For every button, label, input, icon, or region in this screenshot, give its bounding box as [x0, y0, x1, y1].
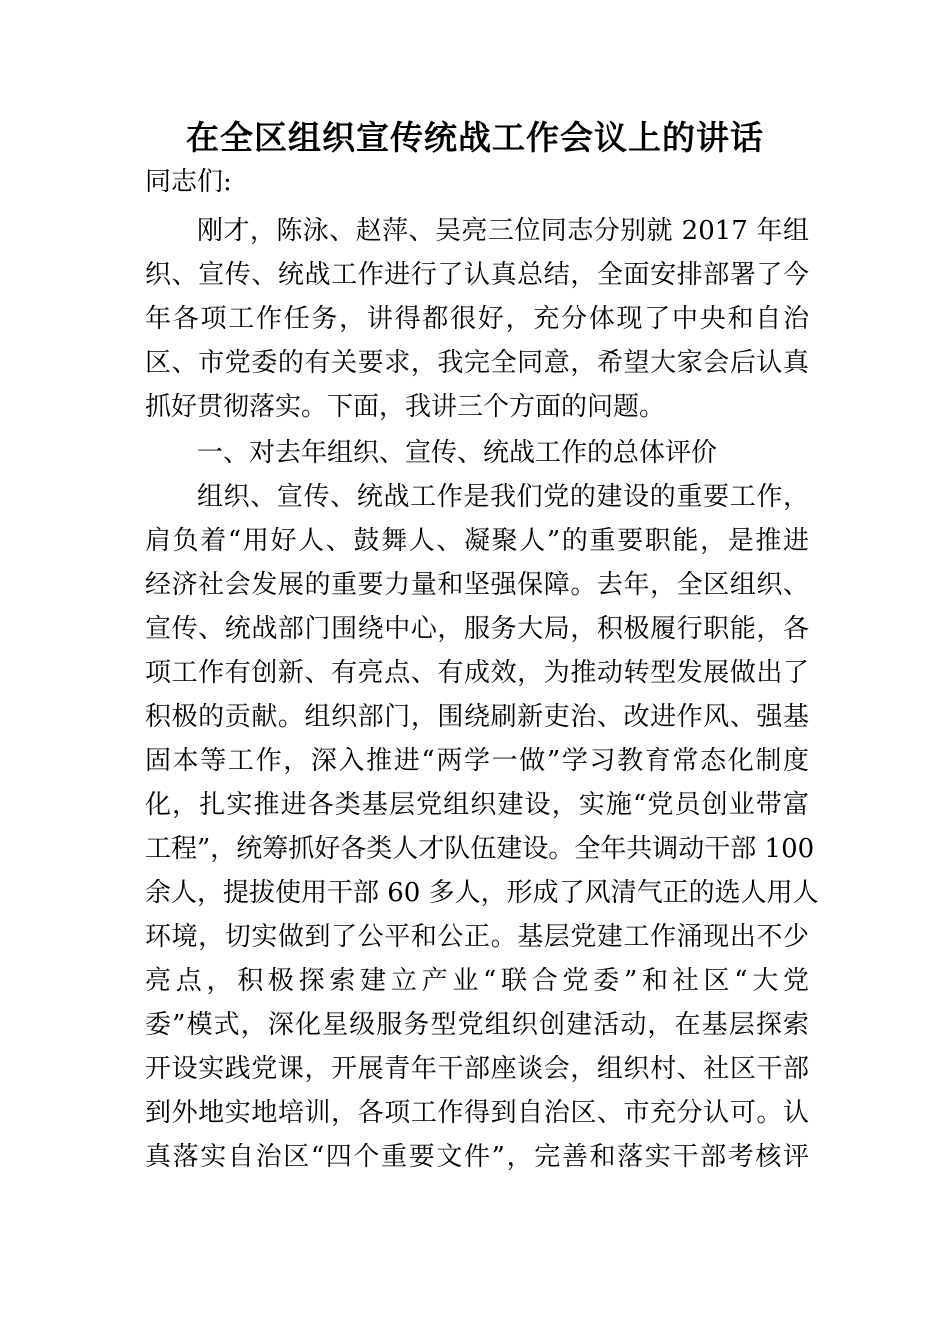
paragraph-line: 真落实自治区“四个重要文件”，完善和落实干部考核评 [145, 1142, 809, 1172]
document-title: 在全区组织宣传统战工作会议上的讲话 [186, 118, 764, 157]
paragraph-line: 亮点，积极探索建立产业“联合党委”和社区“大党 [145, 966, 809, 996]
paragraph-line: 经济社会发展的重要力量和坚强保障。去年，全区组织、 [145, 570, 809, 600]
paragraph-line: 积极的贡献。组织部门，围绕刷新吏治、改进作风、强基 [145, 702, 809, 732]
paragraph-line: 宣传、统战部门围绕中心，服务大局，积极履行职能，各 [145, 614, 809, 644]
paragraph-line: 组织、宣传、统战工作是我们党的建设的重要工作， [197, 482, 809, 512]
paragraph-line: 开设实践党课，开展青年干部座谈会，组织村、社区干部 [145, 1054, 809, 1084]
paragraph-line: 到外地实地培训，各项工作得到自治区、市充分认可。认 [145, 1098, 809, 1128]
paragraph-line: 固本等工作，深入推进“两学一做”学习教育常态化制度 [145, 746, 809, 776]
paragraph-line: 项工作有创新、有亮点、有成效，为推动转型发展做出了 [145, 658, 809, 688]
paragraph-line: 工程”，统筹抓好各类人才队伍建设。全年共调动干部 100 [145, 834, 815, 864]
paragraph-line: 余人，提拔使用干部 60 多人，形成了风清气正的选人用人 [145, 878, 819, 908]
paragraph-line: 刚才，陈泳、赵萍、吴亮三位同志分别就 2017 年组 [197, 216, 809, 246]
paragraph-line: 区、市党委的有关要求，我完全同意，希望大家会后认真 [145, 348, 809, 378]
paragraph-line: 年各项工作任务，讲得都很好，充分体现了中央和自治 [145, 304, 809, 334]
paragraph-line: 抓好贯彻落实。下面，我讲三个方面的问题。 [145, 392, 666, 422]
paragraph-line: 环境，切实做到了公平和公正。基层党建工作涌现出不少 [145, 922, 809, 952]
paragraph-line: 化，扎实推进各类基层党组织建设，实施“党员创业带富 [145, 790, 809, 820]
paragraph-line: 肩负着“用好人、鼓舞人、凝聚人”的重要职能，是推进 [145, 526, 809, 556]
paragraph-line: 委”模式，深化星级服务型党组织创建活动，在基层探索 [145, 1010, 809, 1040]
paragraph-line: 织、宣传、统战工作进行了认真总结，全面安排部署了今 [145, 260, 809, 290]
salutation: 同志们: [145, 167, 232, 197]
section-heading: 一、对去年组织、宣传、统战工作的总体评价 [197, 438, 718, 468]
